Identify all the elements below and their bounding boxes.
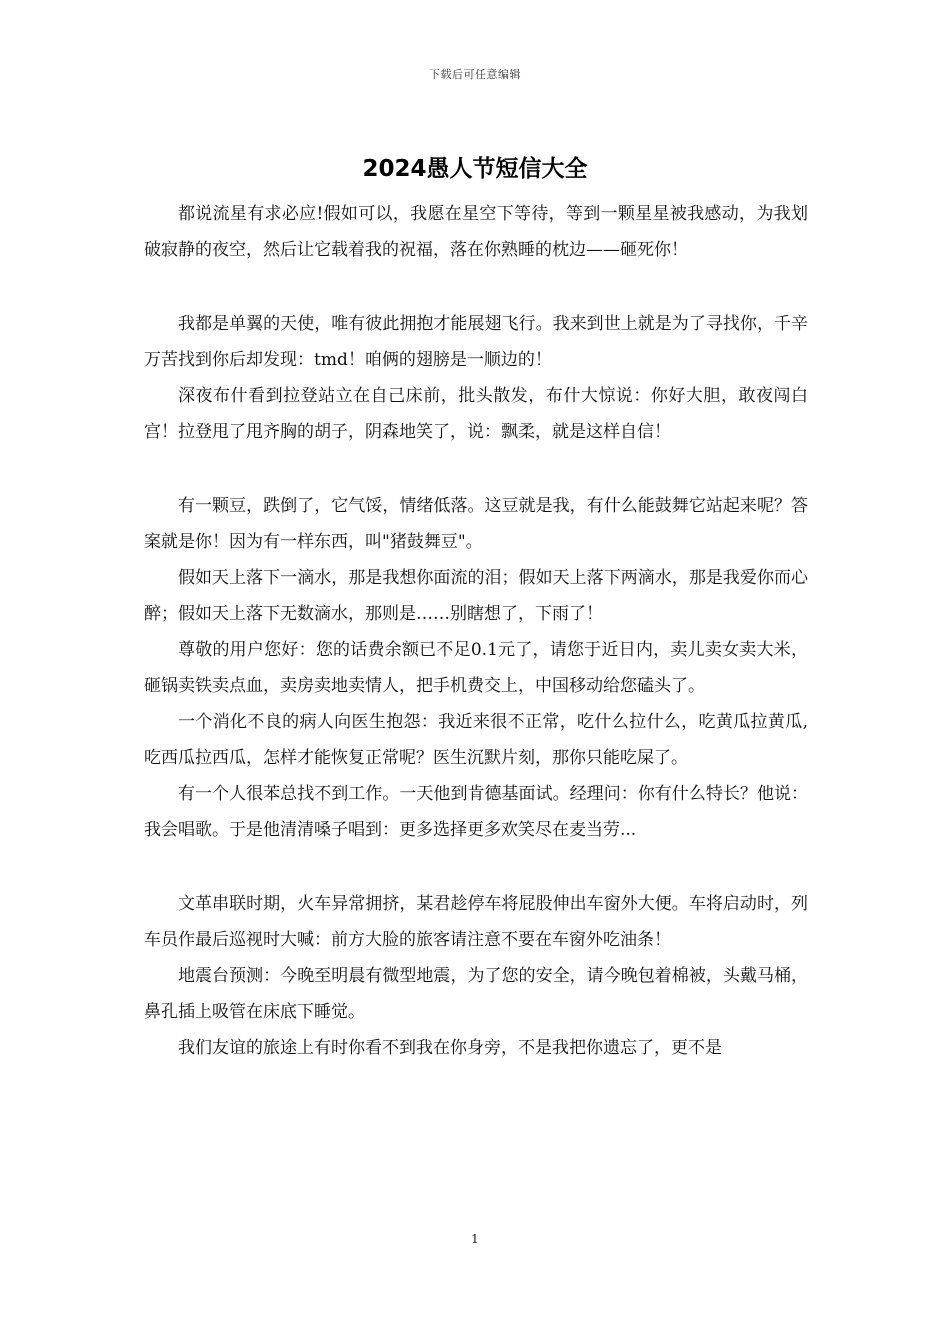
document-title: 2024愚人节短信大全 [362,156,588,182]
paragraph: 有一颗豆，跌倒了，它气馁，情绪低落。这豆就是我，有什么能鼓舞它站起来呢？答案就是你！因为有一样东西，叫"猪鼓舞豆"。 [144,496,808,552]
paragraph: 都说流星有求必应!假如可以，我愿在星空下等待，等到一颗星星被我感动，为我划破寂静的夜空，然后让它载着我的祝福，落在你熟睡的枕边——砸死你！ [144,204,808,260]
paragraph: 一个消化不良的病人向医生抱怨：我近来很不正常，吃什么拉什么，吃黄瓜拉黄瓜,吃西瓜拉西瓜，怎样才能恢复正常呢？医生沉默片刻，那你只能吃屎了。 [144,712,808,768]
paragraph: 我都是单翼的天使，唯有彼此拥抱才能展翅飞行。我来到世上就是为了寻找你，千辛万苦找到你后却发现：tmd！咱俩的翅膀是一顺边的！ [144,314,808,370]
paragraph: 深夜布什看到拉登站立在自己床前，批头散发，布什大惊说：你好大胆，敢夜闯白宫！拉登甩了甩齐胸的胡子，阴森地笑了，说：飘柔，就是这样自信！ [144,386,808,442]
paragraph: 尊敬的用户您好：您的话费余额已不足0.1元了，请您于近日内，卖儿卖女卖大米，砸锅卖铁卖点血，卖房卖地卖情人，把手机费交上，中国移动给您磕头了。 [144,640,808,696]
document-body [144,196,808,1066]
paragraph: 文革串联时期，火车异常拥挤，某君趁停车将屁股伸出车窗外大便。车将启动时，列车员作最后巡视时大喊：前方大脸的旅客请注意不要在车窗外吃油条！ [144,894,808,950]
paragraph: 我们友谊的旅途上有时你看不到我在你身旁，不是我把你遗忘了，更不是 [178,1038,722,1058]
page-header-note: 下载后可任意编辑 [429,68,521,81]
paragraph: 假如天上落下一滴水，那是我想你面流的泪；假如天上落下两滴水，那是我爱你而心醉；假如天上落下无数滴水，那则是……别瞎想了，下雨了！ [144,568,808,624]
paragraph: 地震台预测：今晚至明晨有微型地震，为了您的安全，请今晚包着棉被，头戴马桶，鼻孔插上吸管在床底下睡觉。 [144,966,808,1022]
page-number: 1 [471,1232,479,1246]
paragraph: 有一个人很苯总找不到工作。一天他到肯德基面试。经理问：你有什么特长？他说：我会唱歌。于是他清清嗓子唱到：更多选择更多欢笑尽在麦当劳... [144,784,808,840]
